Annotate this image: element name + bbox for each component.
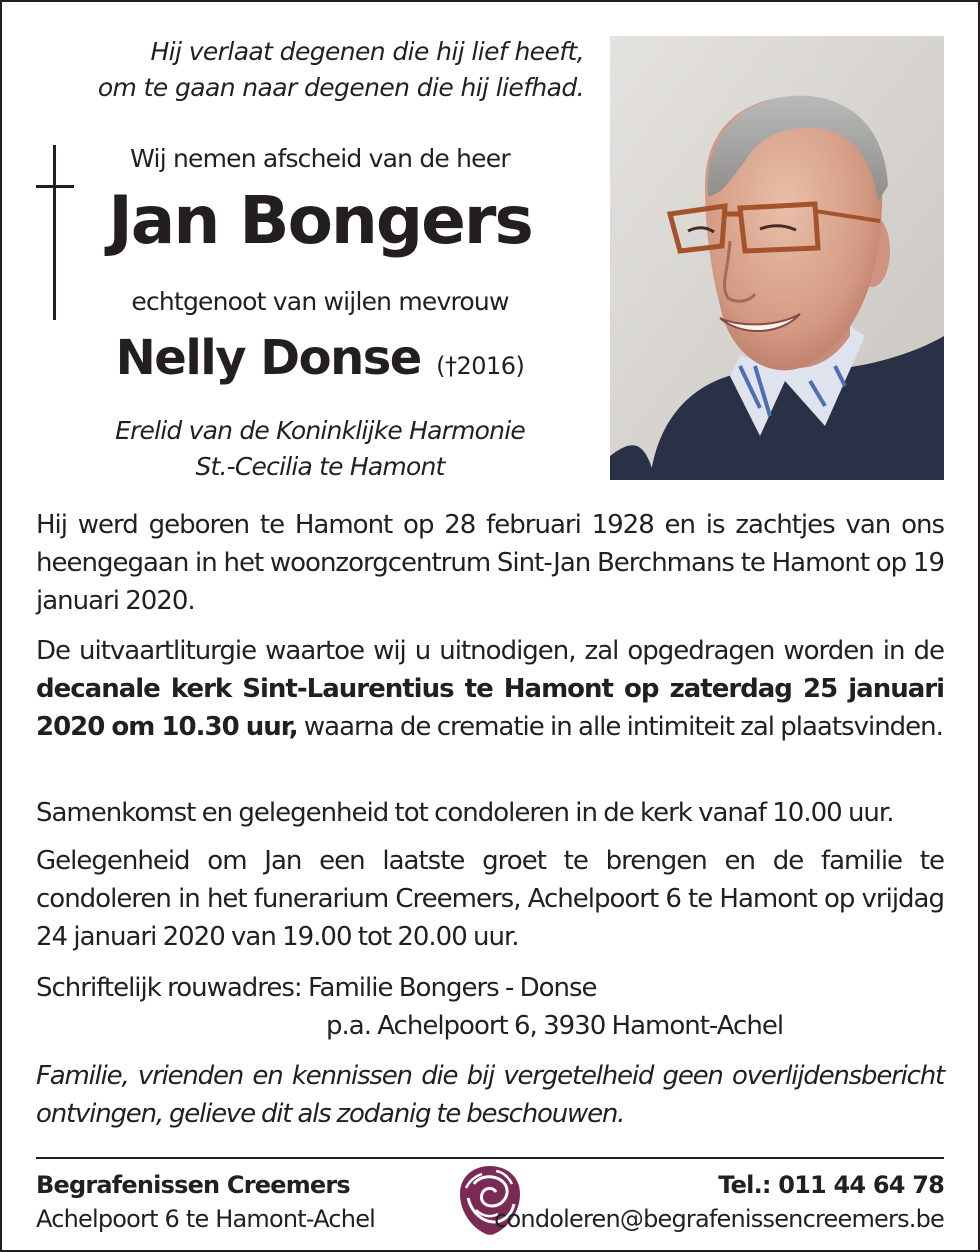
liturgy-pre: De uitvaartliturgie waartoe wij u uitnodigen, zal opgedragen worden in de	[36, 636, 944, 666]
honor-text	[80, 413, 560, 485]
mourning-address	[36, 969, 944, 1045]
funeral-home-name: Begrafenissen Creemers	[36, 1171, 350, 1199]
funeral-home-info	[36, 1168, 375, 1236]
birth-death-paragraph: Hij werd geboren te Hamont op 28 februari 1928 en is zachtjes van ons heengegaan in het woonzorgcentrum Sint-Jan Berchmans te Hamont op 19 januari 2020.	[36, 510, 944, 616]
portrait-photo	[610, 36, 944, 480]
opening-quote	[98, 34, 584, 106]
honor-line-1: Erelid van de Koninklijke Harmonie	[115, 416, 525, 445]
contact-info	[494, 1168, 944, 1236]
closing-paragraph: Familie, vrienden en kennissen die bij vergetelheid geen overlijdensbericht ontvingen, gelieve dit als zodanig te beschouwen.	[36, 1061, 944, 1129]
cross-icon	[36, 145, 76, 320]
liturgy-post: waarna de crematie in alle intimiteit zal plaatsvinden.	[297, 712, 943, 742]
spouse-intro: echtgenoot van wijlen mevrouw	[131, 287, 509, 316]
farewell-paragraph: Gelegenheid om Jan een laatste groet te brengen en de familie te condoleren in het funerarium Creemers, Achelpoort 6 te Hamont op vrijdag 24 januari 2020 van 19.00 tot 20.00 uur.	[36, 846, 944, 952]
address-line-2: p.a. Achelpoort 6, 3930 Hamont-Achel	[326, 1011, 784, 1041]
gathering-paragraph: Samenkomst en gelegenheid tot condoleren in de kerk vanaf 10.00 uur.	[36, 798, 894, 828]
honor-line-2: St.-Cecilia te Hamont	[195, 452, 445, 481]
email-address[interactable]: condoleren@begrafenissencreemers.be	[494, 1205, 944, 1233]
spouse-death-year: (†2016)	[436, 352, 525, 380]
liturgy-paragraph	[36, 632, 944, 746]
phone-number: Tel.: 011 44 64 78	[718, 1171, 944, 1199]
funeral-home-address: Achelpoort 6 te Hamont-Achel	[36, 1205, 376, 1233]
address-line-1: Schriftelijk rouwadres: Familie Bongers - Donse	[36, 973, 597, 1003]
quote-line-2: om te gaan naar degenen die hij liefhad.	[97, 73, 584, 102]
intro-text: Wij nemen afscheid van de heer	[130, 144, 510, 173]
spouse-line	[80, 330, 560, 386]
deceased-name: Jan Bongers	[108, 182, 532, 259]
quote-line-1: Hij verlaat degenen die hij lief heeft,	[150, 37, 584, 66]
footer-divider	[36, 1157, 944, 1159]
liturgy-details: decanale kerk Sint-Laurentius te Hamont op zaterdag 25 januari 2020 om 10.30 uur,	[36, 674, 944, 742]
spouse-name: Nelly Donse	[115, 330, 421, 386]
